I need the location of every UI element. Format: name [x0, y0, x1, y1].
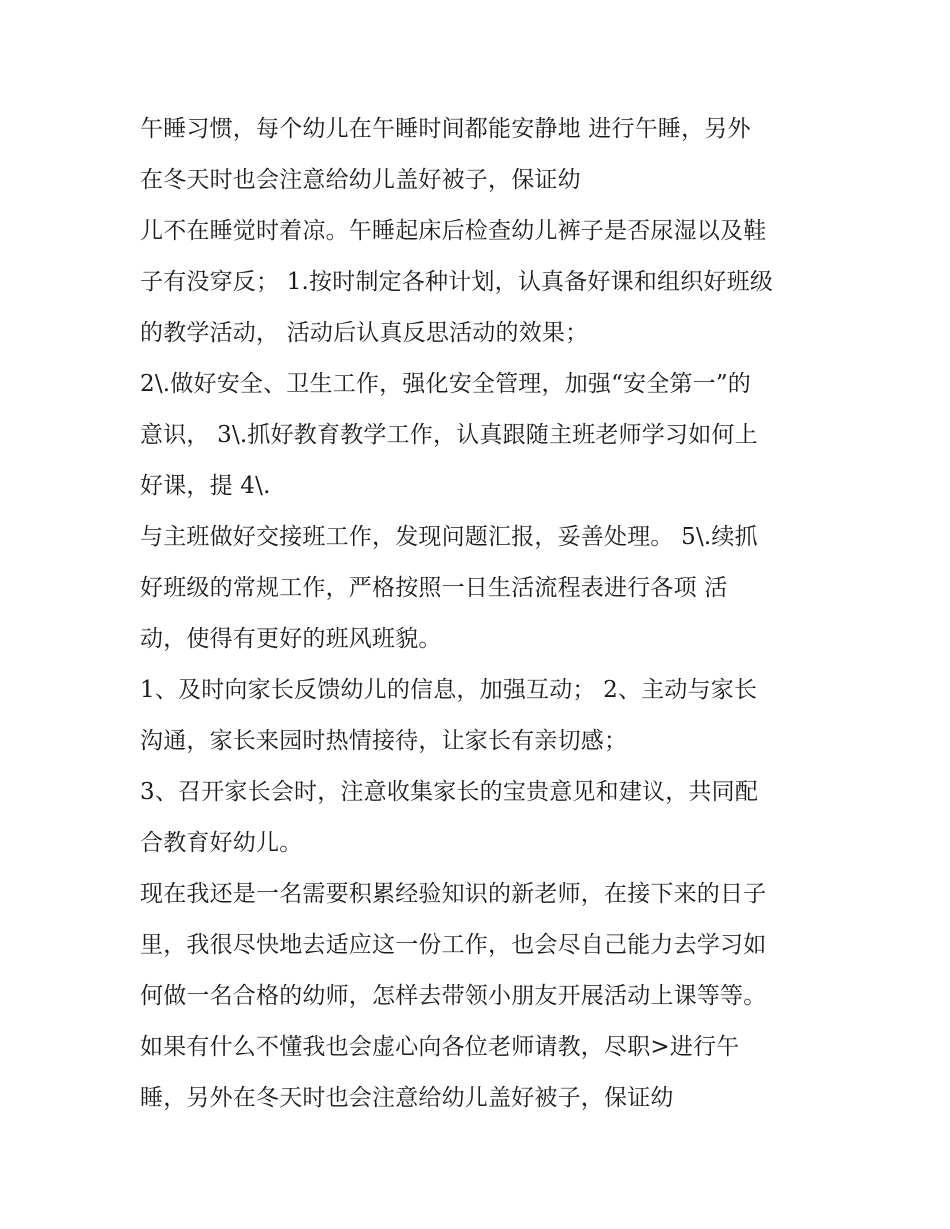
text-line: 沟通，家长来园时热情接待，让家长有亲切感； — [140, 728, 628, 754]
text-line: 的教学活动， 活动后认真反思活动的效果； — [140, 320, 589, 346]
text-line: 1、及时向家长反馈幼儿的信息，加强互动； 2、主动与家长 — [140, 677, 758, 703]
text-line: 合教育好幼儿。 — [140, 830, 303, 856]
text-line: 好班级的常规工作，严格按照一日生活流程表进行各项 活 — [140, 575, 728, 601]
text-line: 儿不在睡觉时着凉。午睡起床后检查幼儿裤子是否尿湿以及鞋 — [140, 218, 767, 244]
text-line: 午睡习惯，每个幼儿在午睡时间都能安静地 进行午睡，另外 — [140, 116, 751, 142]
text-line: 好课，提 4\. — [140, 473, 271, 499]
text-line: 2\.做好安全、卫生工作，强化安全管理，加强“安全第一”的 — [140, 371, 752, 397]
text-line: 如果有什么不懂我也会虚心向各位老师请教，尽职>进行午 — [140, 1034, 740, 1060]
text-line: 现在我还是一名需要积累经验知识的新老师，在接下来的日子 — [140, 881, 767, 907]
text-line: 睡，另外在冬天时也会注意给幼儿盖好被子，保证幼 — [140, 1085, 674, 1111]
text-line: 意识， 3\.抓好教育教学工作，认真跟随主班老师学习如何上 — [140, 422, 758, 448]
body-text — [140, 104, 830, 1124]
text-line: 里，我很尽快地去适应这一份工作，也会尽自己能力去学习如 — [140, 932, 767, 958]
text-line: 在冬天时也会注意给幼儿盖好被子，保证幼 — [140, 167, 581, 193]
text-line: 动，使得有更好的班风班貌。 — [140, 626, 442, 652]
text-line: 子有没穿反； 1.按时制定各种计划，认真备好课和组织好班级 — [140, 269, 774, 295]
text-line: 与主班做好交接班工作，发现问题汇报，妥善处理。 5\.续抓 — [140, 524, 758, 550]
text-line: 3、召开家长会时，注意收集家长的宝贵意见和建议，共同配 — [140, 779, 759, 805]
text-line: 何做一名合格的幼师，怎样去带领小朋友开展活动上课等等。 — [140, 983, 767, 1009]
